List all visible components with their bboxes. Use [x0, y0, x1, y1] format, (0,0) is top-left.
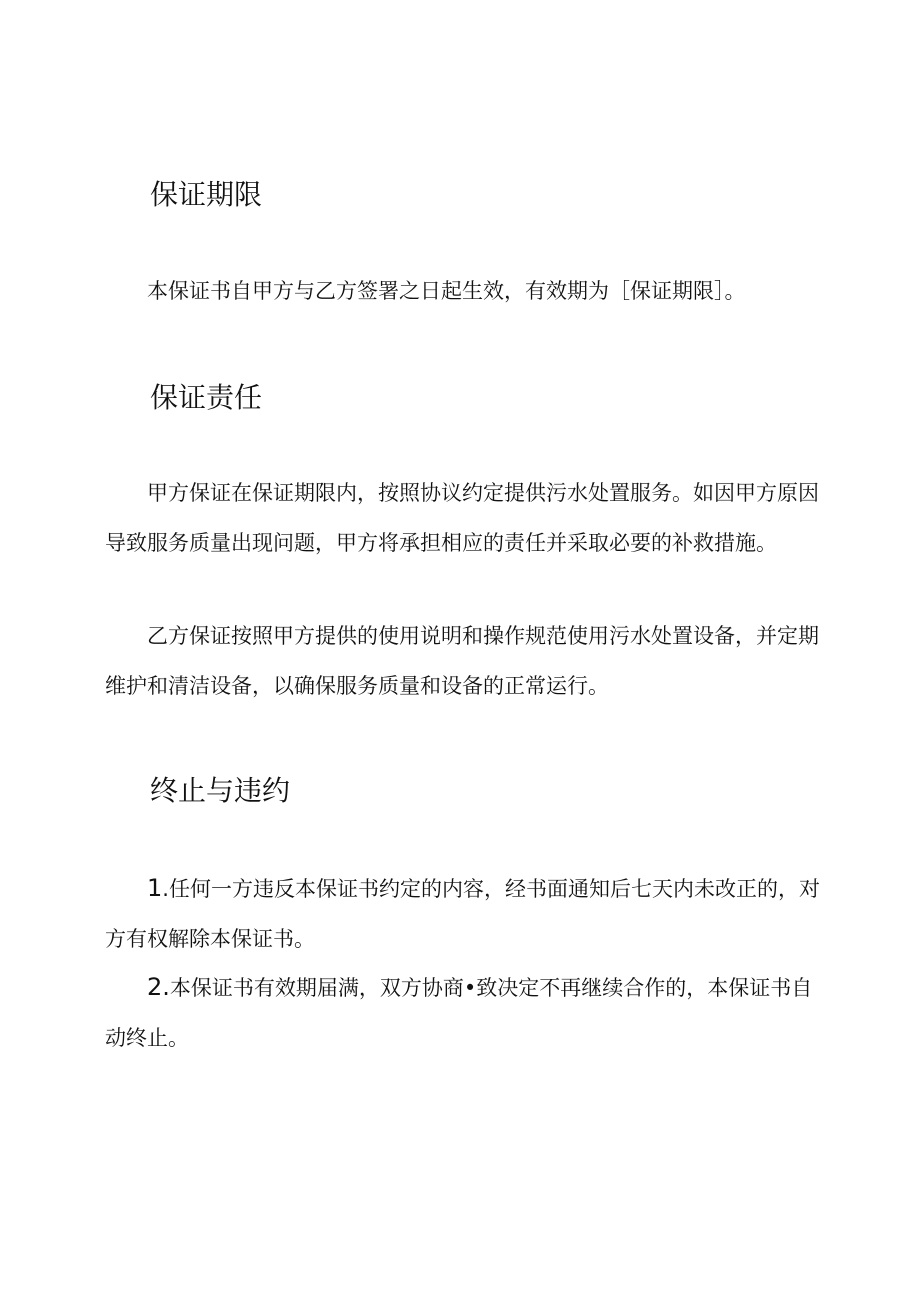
list-item-1	[105, 863, 825, 964]
list-item-separator: .	[162, 877, 169, 901]
list-item-2	[105, 962, 825, 1063]
section-heading-term: 保证期限	[150, 178, 263, 211]
section-heading-termination: 终止与违约	[150, 774, 291, 807]
list-item-text: 本保证书有效期届满，双方协商•致决定不再继续合作的，本保证书自动终止。	[105, 976, 813, 1050]
paragraph-party-b-liability: 乙方保证按照甲方提供的使用说明和操作规范使用污水处置设备，并定期维护和清洁设备，以确保服务质量和设备的正常运行。	[105, 624, 819, 698]
paragraph-term-validity: 本保证书自甲方与乙方签署之日起生效，有效期为［保证期限］。	[147, 279, 746, 303]
list-item-number: 1	[147, 874, 163, 902]
paragraph-party-a-liability: 甲方保证在保证期限内，按照协议约定提供污水处置服务。如因甲方原因导致服务质量出现问题，甲方将承担相应的责任并采取必要的补救措施。	[105, 481, 819, 555]
list-item-number: 2.	[147, 973, 170, 1001]
list-item-text: 任何一方违反本保证书约定的内容，经书面通知后七天内未改正的，对方有权解除本保证书。	[105, 877, 820, 951]
section-heading-liability: 保证责任	[150, 381, 263, 414]
